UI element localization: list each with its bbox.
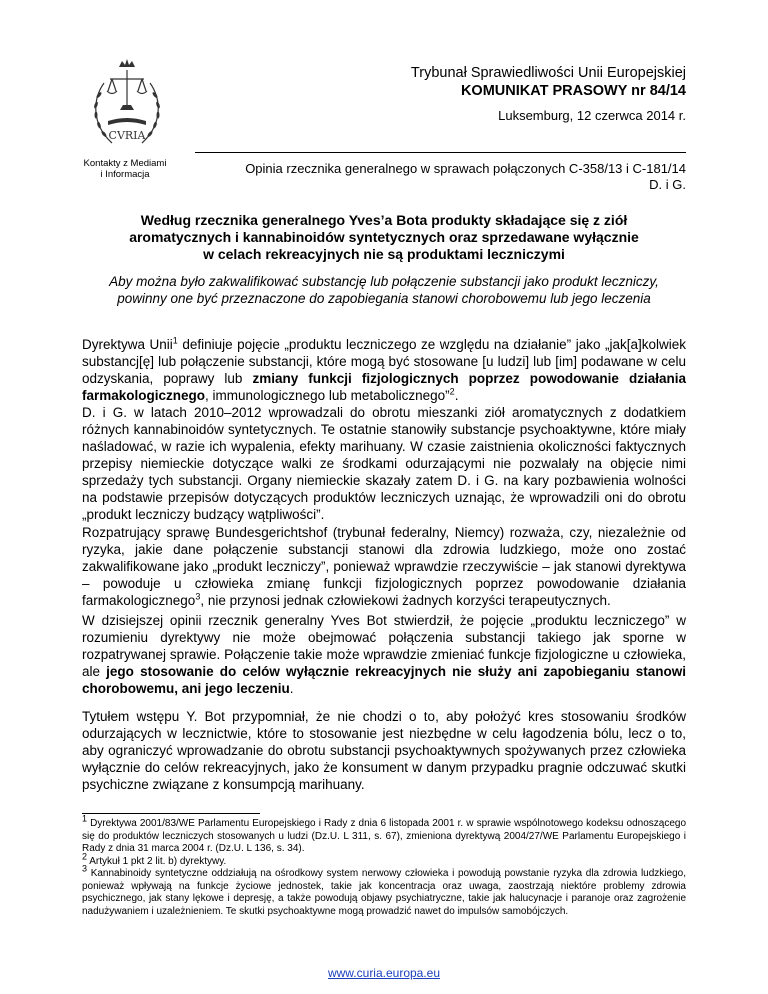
headline-line-3: w celach rekreacyjnych nie są produktami leczniczymi xyxy=(203,246,565,262)
opinion-line-1: Opinia rzecznika generalnego w sprawach połączonych C-358/13 i C-181/14 xyxy=(245,161,686,176)
paragraph-5: Tytułem wstępu Y. Bot przypomniał, że nie chodzi o to, aby położyć kres stosowaniu środków odurzających w lecznictwie, które to stosowanie jest niezbędne w celu łagodzenia bólu, lecz o to, aby ograniczyć wprowadzanie do obrotu substancji psychoaktywnych spożywanych przez człowieka wyłącznie do celów rekreacyjnych, jako że konsument w danym przypadku pragnie odczuwać skutki psychiczne związane z konsumpcją marihuany. xyxy=(82,709,686,792)
footer-website-link[interactable]: www.curia.europa.eu xyxy=(327,966,441,980)
footnote-ref-1: 1 xyxy=(172,335,178,346)
subheadline-line-1: Aby można było zakwalifikować substancję lub połączenie substancji jako produkt leczniczy, xyxy=(109,274,659,289)
paragraph-1: Dyrektywa Unii$^1$ definiuje pojęcie „produktu leczniczego ze względu na działanie” jako „jak[a]kolwiek substancj[ę] lub połączenie substancji, które mogą być stosowane [u ludzi] lub [im] podawane w celu odzyskania, poprawy lub zmiany funkcji fizjologicznych poprzez powodowanie działania farmakologicznego, immunologicznego lub metabolicznego”$^2$. xyxy=(82,335,687,403)
headline xyxy=(82,212,686,263)
paragraph-3: Rozpatrujący sprawę Bundesgerichtshof (trybunał federalny, Niemcy) rozważa, czy, niezależnie od ryzyka, jakie dane połączenie substancji stanowi dla zdrowia ludzkiego, może ono zostać zakwalifikowane jako „produkt leczniczy”, ponieważ wprawdzie rzeczywiście – jak stanowi dyrektywa – powoduje u człowieka zmianę funkcji fizjologicznych poprzez powodowanie działania farmakologicznego$^3$, nie przynosi jednak człowiekowi żadnych korzyści terapeutycznych. xyxy=(82,525,686,608)
curia-logo xyxy=(82,55,172,155)
headline-line-2: aromatycznych i kannabinoidów syntetycznych oraz sprzedawane wyłącznie xyxy=(129,229,639,245)
paragraph-4: W dzisiejszej opinii rzecznik generalny Yves Bot stwierdził, że pojęcie „produktu leczniczego” w rozumieniu dyrektywy nie może obejmować połączenia substancji takiego jak sporne w rozpatrywanej sprawie. Połączenie takie może wprawdzie zmieniać funkcje fizjologiczne u człowieka, ale jego stosowanie do celów wyłącznie rekreacyjnych nie służy ani zapobieganiu stanowi chorobowemu, ani jego leczeniu. xyxy=(82,613,686,696)
footnote-ref-3: 3 xyxy=(195,591,201,602)
header-block xyxy=(411,64,686,125)
svg-text:CVRIA: CVRIA xyxy=(108,129,146,142)
contact-line-2: i Informacja xyxy=(100,169,150,180)
court-name: Trybunał Sprawiedliwości Unii Europejskiej xyxy=(410,65,686,81)
footnotes xyxy=(82,813,686,918)
footnote-1: $^1$ Dyrektywa 2001/83/WE Parlamentu Europejskiego i Rady z dnia 6 listopada 2001 r. w sprawie wspólnotowego kodeksu odnoszącego się do produktów leczniczych stosowanych u ludzi (Dz.U. L 311, s. 67), zmieniona dyrektywą 2004/27/WE Parlamentu Europejskiego i Rady z dnia 31 marca 2004 r. (Dz.U. L 136, s. 34). xyxy=(82,813,686,854)
footnote-ref-2: 2 xyxy=(449,386,455,397)
place-date: Luksemburg, 12 czerwca 2014 r. xyxy=(498,108,686,123)
contact-label xyxy=(60,158,190,180)
header-divider xyxy=(195,152,686,153)
press-release-number: KOMUNIKAT PRASOWY nr 84/14 xyxy=(460,83,686,99)
contact-line-1: Kontakty z Mediami xyxy=(83,158,167,169)
paragraph-2: D. i G. w latach 2010–2012 wprowadzali do obrotu mieszanki ziół aromatycznych z dodatkiem różnych kannabinoidów syntetycznych. Te ostatnie stanowiły substancje psychoaktywne, które miały naśladować, w razie ich wypalenia, efekty marihuany. W czasie zaistnienia okoliczności faktycznych przepisy niemieckie dotyczące walki ze środkami odurzającymi nie pozwalały na objęcie nimi sprzedaży tych substancji. Organy niemieckie skazały zatem D. i G. na kary pozbawienia wolności na podstawie przepisów dotyczących produktów leczniczych uznając, że wprowadzili oni do obrotu „produkt leczniczy budzący wątpliwości”. xyxy=(82,405,686,522)
subheadline-line-2: powinny one być przeznaczone do zapobiegania stanowi chorobowemu lub jego leczenia xyxy=(117,291,651,306)
footnote-divider xyxy=(82,813,260,814)
subheadline xyxy=(82,273,686,307)
footnote-2: $^2$ Artykuł 1 pkt 2 lit. b) dyrektywy. xyxy=(82,851,227,867)
opinion-reference xyxy=(216,161,686,193)
opinion-line-2: D. i G. xyxy=(649,177,686,192)
footnote-3: $^3$ Kannabinoidy syntetyczne oddziałują na ośrodkowy system nerwowy człowieka i powodują powstanie ryzyka dla zdrowia ludzkiego, ponieważ wpływają na funkcje życiowe jednostek, takie jak koncentracja oraz uwaga, zaostrzają niektóre problemy zdrowia psychicznego, jak stany lękowe i depresję, a także powodują objawy psychiatryczne, takie jak halucynacje i paranoje oraz zagrożenie nadużywaniem i uzależnieniem. Te skutki psychoaktywne mogą prowadzić nawet do impulsów samobójczych. xyxy=(82,863,686,917)
headline-line-1: Według rzecznika generalnego Yves’a Bota produkty składające się z ziół xyxy=(140,212,628,228)
